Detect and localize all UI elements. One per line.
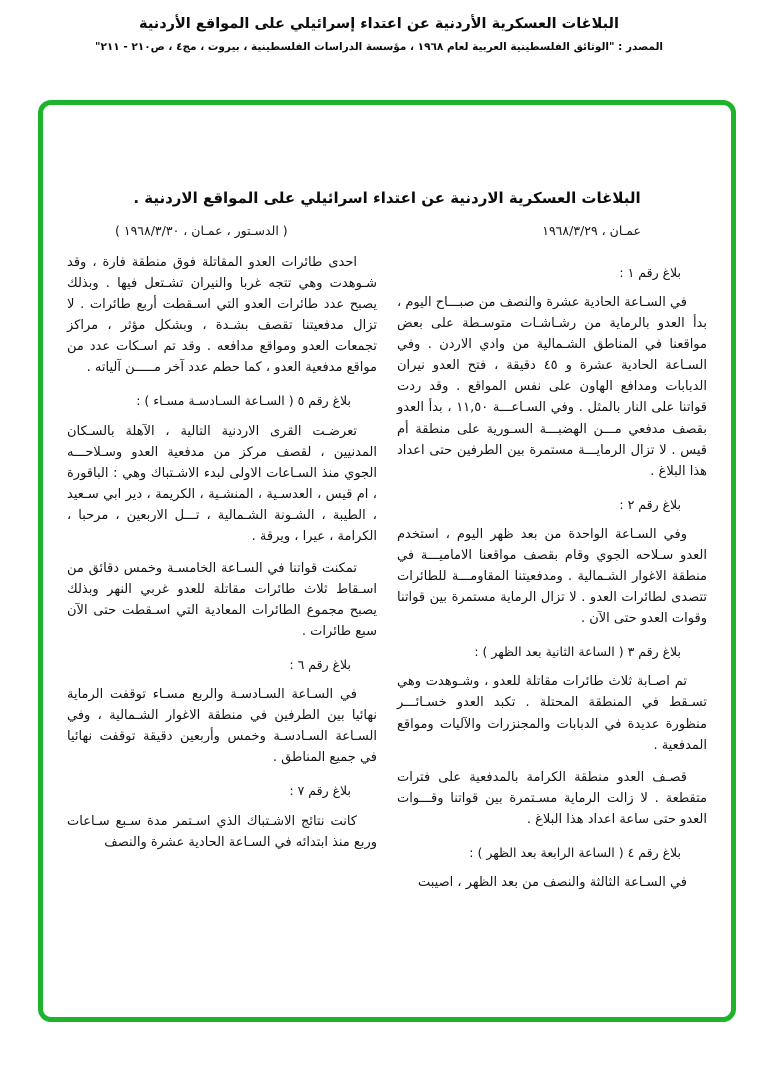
communique-paragraph: وفي السـاعة الواحدة من بعد ظهر اليوم ، استخدم العدو سـلاحه الجوي وقام بقصف مواقعنا الاماميـــة في منطقة الاغوار الشـمالية . ومدفعيتنا المقاومـــة للطائرات تتصدى لطائرات العدو . لا تزال الرماية مستمرة بين قواتنا وقوات العدو حتى الآن . — [397, 526, 707, 627]
dateline-amman: عمـان ، ١٩٦٨/٣/٢٩ — [542, 223, 641, 238]
dateline — [67, 223, 707, 238]
communique-paragraph: تعرضـت القرى الاردنية التالية ، الآهلة بالسـكان المدنيين ، لقصف مركز من مدفعية العدو وسـلاحـــه الجوي منذ السـاعات الاولى لبدء الاشـتباك وهي : الباقورة ، ام قيس ، العدسـية ، المنشـية ، الكريمة ، دير ابي سـعيد ، الطيبة ، الشـونة الشـمالية ، تـــل الاربعين ، مرحبا ، الكرامة ، عيرا ، ويرقة . — [67, 423, 377, 544]
page-header-title: البلاغات العسكرية الأردنية عن اعتداء إسرائيلي على المواقع الأردنية — [139, 16, 619, 32]
communique-paragraph: تم اصـابة ثلاث طائرات مقاتلة للعدو ، وشـوهدت وهي تسـقط في المنطقة المحتلة . تكبد العدو خسـائـــر منظورة عديدة في الدبابات والمجنزرات والآليات ومواقع المدفعية . — [397, 674, 707, 753]
column-left — [67, 250, 377, 864]
document-frame — [38, 100, 736, 1022]
communique-heading: بلاغ رقم ٥ ( السـاعة السـادسـة مسـاء ) : — [136, 393, 351, 409]
communique-heading: بلاغ رقم ٧ : — [289, 783, 351, 799]
communique-paragraph: كانت نتائج الاشـتباك الذي اسـتمر مدة سـبع سـاعات وربع منذ ابتدائه في السـاعة الحادية عشرة والنصف — [67, 813, 377, 850]
column-right — [397, 250, 707, 904]
communique-heading: بلاغ رقم ٦ : — [289, 657, 351, 672]
dateline-addustour: ( الدسـتور ، عمـان ، ١٩٦٨/٣/٣٠ ) — [115, 223, 288, 238]
page-header-source: المصدر : "الوثائق الفلسطينية العربية لعام ١٩٦٨ ، مؤسسة الدراسات الفلسطينية ، بيروت ، مج٤ ، ص٢١٠ - ٢١١" — [95, 41, 663, 53]
communique-heading: بلاغ رقم ٤ ( الساعة الرابعة بعد الظهر ) : — [469, 844, 681, 860]
communique-heading: بلاغ رقم ١ : — [619, 265, 681, 280]
page-header — [0, 16, 758, 53]
communique-heading: بلاغ رقم ٣ ( الساعة الثانية بعد الظهر ) : — [474, 644, 681, 660]
communique-paragraph: في السـاعة الثالثة والنصف من بعد الظهر ، اصيبت — [417, 874, 687, 890]
communique-heading: بلاغ رقم ٢ : — [619, 496, 681, 512]
communique-paragraph: في السـاعة السـادسـة والربع مسـاء توقفت الرماية نهائيا بين الطرفين في منطقة الاغوار الشـمالية ، وفي السـاعة السـادسـة وخمس وأربعين دقيقة توقفت نهائيا في جميع المناطق . — [67, 687, 377, 766]
communique-paragraph: احدى طائرات العدو المقاتلة فوق منطقة فارة ، وقد شـوهدت وهي تتجه غربا والنيران تشـتعل فيها . وبذلك يصبح عدد طائرات العدو التي اسـقطت أربع طائرات . لا تزال مدفعيتنا تقصف بشـدة ، وبشكل مؤثر ، مراكز تجمعات العدو ومواقع مدافعه . وقد تم اسـكات عدد من مواقع مدفعية العدو ، كما حطم عدد آخر مـــــن آلياته . — [67, 255, 377, 376]
communique-paragraph: تمكنت قواتنا في السـاعة الخامسـة وخمس دقائق من اسـقاط ثلاث طائرات مقاتلة للعدو غربي النهر وبذلك يصبح مجموع الطائرات المعادية التي اسـقطت حتى الآن سبع طائرات . — [67, 560, 377, 639]
text-columns — [67, 250, 707, 904]
document-title: البلاغات العسكرية الاردنية عن اعتداء اسرائيلي على المواقع الاردنية . — [133, 189, 641, 207]
communique-paragraph: قصـف العدو منطقة الكرامة بالمدفعية على فترات متقطعة . لا زالت الرماية مسـتمرة بين قواتنا وقـــوات العدو حتى ساعة اعداد هذا البلاغ . — [397, 769, 707, 827]
communique-paragraph: في السـاعة الحادية عشرة والنصف من صبـــاح اليوم ، بدأ العدو بالرماية من رشـاشـات متوسـطة على بعض مواقعنا في المناطق الشـمالية من وادي الاردن . وفي السـاعة الحادية عشرة و ٤٥ دقيقة ، فتح العدو نيران الدبابات ومدافع الهاون على نفس المواقع . وقد ردت قواتنا على النار بالمثل . وفي السـاعـــة ١١,٥٠ ، بدأ العدو بقصف مدفعي مـــن الهضبـــة السـورية على منطقة أم قيس . لا تزال الرمايـــة مستمرة بين الطرفين حتى اعداد هذا البلاغ . — [397, 295, 707, 479]
